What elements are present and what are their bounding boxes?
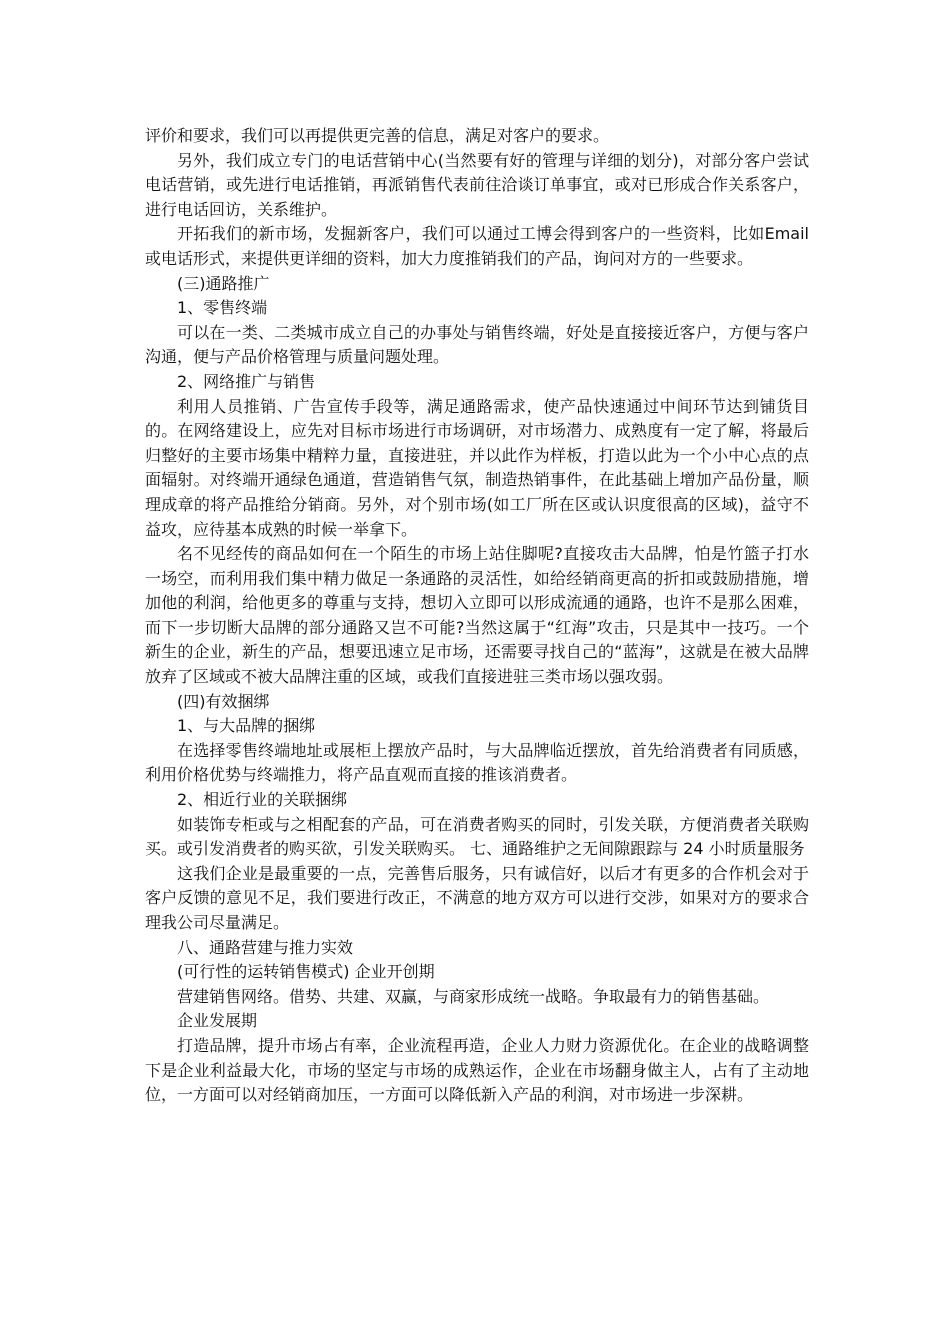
document-body — [145, 124, 809, 1108]
subheading-brand-bundling: 1、与大品牌的捆绑 — [177, 716, 316, 736]
paragraph-brand-bundling: 在选择零售终端地址或展柜上摆放产品时，与大品牌临近摆放，首先给消费者有同质感，利用价格优势与终端推力，将产品直观而直接的推该消费者。 — [145, 740, 809, 785]
subheading-related-industry: 2、相近行业的关联捆绑 — [177, 790, 348, 810]
paragraph-after-sales: 这我们企业是最重要的一点，完善售后服务，只有诚信好，以后才有更多的合作机会对于客户反馈的意见不足，我们要进行改正，不满意的地方双方可以进行交涉，如果对方的要求合理我公司尽量满足。 — [145, 863, 809, 932]
paragraph-new-market: 开拓我们的新市场，发掘新客户，我们可以通过工博会得到客户的一些资料，比如Email或电话形式，来提供更详细的资料，加大力度推销我们的产品，询问对方的一些要求。 — [145, 224, 809, 268]
paragraph-retail-terminal: 可以在一类、二类城市成立自己的办事处与销售终端，好处是直接接近客户，方便与客户沟通，便与产品价格管理与质量问题处理。 — [145, 322, 809, 367]
paragraph-growth-phase: 打造品牌，提升市场占有率，企业流程再造，企业人力财力资源优化。在企业的战略调整下是企业利益最大化，市场的坚定与市场的成熟运作，企业在市场翻身做主人，占有了主动地位，一方面可以对经销商加压，一方面可以降低新入产品的利润，对市场进一步深耕。 — [145, 1035, 809, 1105]
subheading-network-promotion: 2、网络推广与销售 — [177, 371, 316, 391]
section-heading-channel-building: 八、通路营建与推力实效 — [177, 937, 354, 957]
subheading-growth-phase: 企业发展期 — [177, 1011, 258, 1031]
paragraph-phone-marketing: 另外，我们成立专门的电话营销中心(当然要有好的管理与详细的划分)，对部分客户尝试电话营销，或先进行电话推销，再派销售代表前往洽谈订单事宜，或对已形成合作关系客户，进行电话回访，关系维护。 — [145, 150, 809, 219]
paragraph-startup-phase: 营建销售网络。借势、共建、双赢，与商家形成统一战略。争取最有力的销售基础。 — [177, 986, 770, 1006]
paragraph-network-promotion: 利用人员推销、广告宣传手段等，满足通路需求，使产品快速通过中间环节达到铺货目的。在网络建设上，应先对目标市场进行市场调研，对市场潜力、成熟度有一定了解，将最后归整好的主要市场集中精粹力量，直接进驻，并以此作为样板，打造以此为一个小中心点的点面辐射。对终端开通绿色通道，营造销售气氛，制造热销事件，在此基础上增加产品份量，顺理成章的将产品推给分销商。另外，对个别市场(如工厂所在区或认识度很高的区域)，益守不益攻，应待基本成熟的时候一举拿下。 — [145, 396, 809, 539]
paragraph-related-industry: 如装饰专柜或与之相配套的产品，可在消费者购买的同时，引发关联，方便消费者关联购买。或引发消费者的购买欲，引发关联购买。 七、通路维护之无间隙跟踪与 24 小时质量服务 — [145, 814, 809, 859]
subheading-retail-terminal: 1、零售终端 — [177, 298, 268, 318]
paragraph-continuation: 评价和要求，我们可以再提供更完善的信息，满足对客户的要求。 — [145, 126, 610, 145]
subheading-startup-phase: (可行性的运转销售模式) 企业开创期 — [177, 962, 435, 982]
paragraph-red-blue-ocean: 名不见经传的商品如何在一个陌生的市场上站住脚呢?直接攻击大品牌，怕是竹篮子打水一场空，而利用我们集中精力做足一条通路的灵活性，如给经销商更高的折扣或鼓励措施，增加他的利润，给他更多的尊重与支持，想切入立即可以形成流通的通路，也许不是那么困难，而下一步切断大品牌的部分通路又岂不可能?当然这属于“红海”攻击，只是其中一技巧。一个新生的企业，新生的产品，想要迅速立足市场，还需要寻找自己的“蓝海”，这就是在被大品牌放弃了区域或不被大品牌注重的区域，或我们直接进驻三类市场以强攻弱。 — [145, 544, 809, 687]
section-heading-effective-bundling: (四)有效捆绑 — [177, 691, 270, 711]
section-heading-channel-promotion: (三)通路推广 — [177, 273, 270, 293]
